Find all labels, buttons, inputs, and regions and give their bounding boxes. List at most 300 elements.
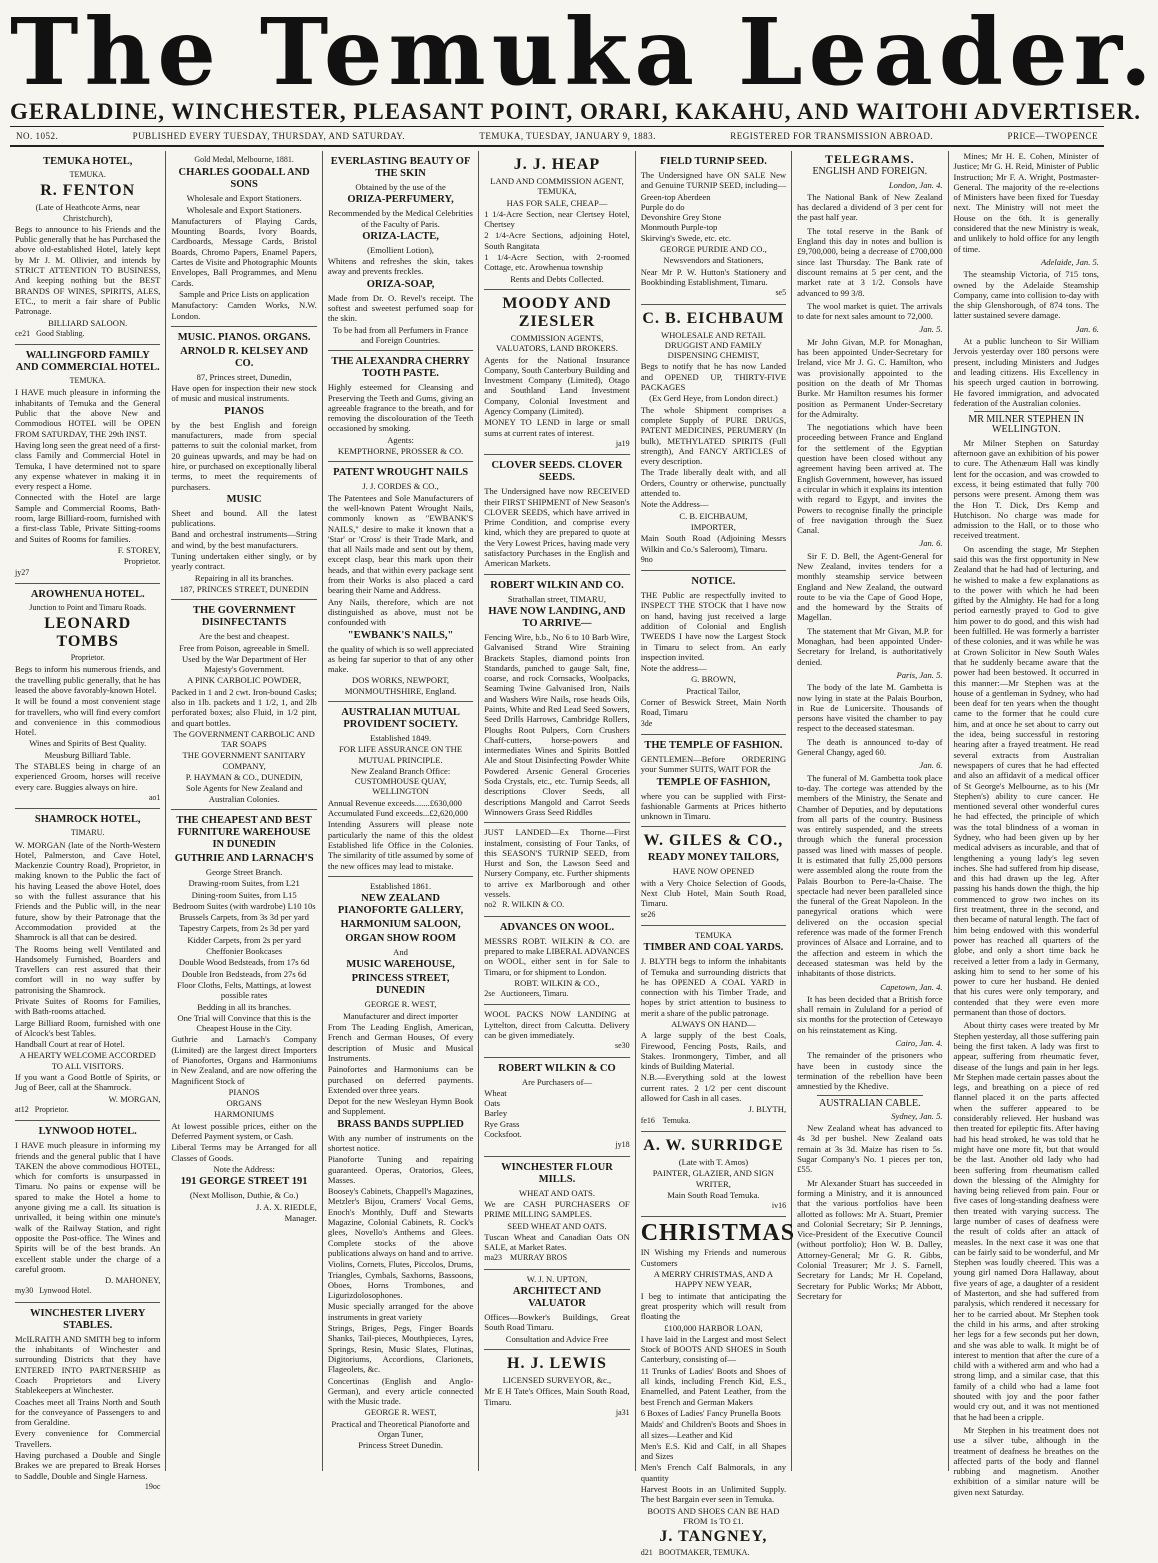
ad-body: Have open for inspection their new stock of music and musical instruments. [171,383,317,404]
registration-note: REGISTERED FOR TRANSMISSION ABROAD. [730,131,934,141]
price-list-item: Kidder Carpets, from 2s per yard [187,934,301,945]
ad-role: Are Purchasers of— [521,1076,593,1087]
list-item: Wheat [484,1087,507,1098]
ad-eichbaum [641,305,786,572]
ad-line: SEED WHEAT AND OATS. [507,1220,607,1231]
ad-signature: J. BLYTH, [748,1104,787,1115]
ad-body: Concertinas (English and Anglo-German), and every article connected with the Music trade. [327,1375,474,1407]
ad-body: by the best English and foreign manufacturers, made from special patterns to suit the colonial market, from 20 guineas upwards, and may be had on hire, or purchased on exceptionally liberal terms, to meet the requirements of purchasers. [171,419,317,492]
ad-body: Pianoforte Tuning and repairing guaranteed. Operas, Oratorios, Glees, Masses. [327,1154,474,1185]
list-item: Barley [484,1108,508,1119]
ad-line: FOR LIFE ASSURANCE ON THE MUTUAL PRINCIPLE. [339,744,463,765]
ad-place: TEMUKA. [69,170,106,179]
news-paragraph: The wool market is quiet. The arrivals to date for next sales amount to 72,000. [797,300,943,322]
cable-list [797,1111,942,1301]
column-3 [323,151,479,1471]
ad-notice-brown [641,571,786,735]
ad-name: ROBERT WILKIN & CO [498,1062,616,1074]
price-list-item: Dining-room Suites, from L15 [191,889,297,900]
ad-heading: ADVANCES ON WOOL. [499,921,615,933]
ad-alexandra [328,351,473,462]
article-body [954,438,1099,1497]
ad-body: Boosey's Cabinets, Chappell's Magazines, Metzler's Bijou, Cramers' Vocal Gems, Enoch's Monthly, Duff and Stewarts Magazine, Colonial Cabinets, R. Cock's glees, Novello's Anthems and Glees. Complete stocks of the above publications always on hand and to arrive. [327,1186,474,1258]
ad-body: Every convenience for Commercial Travellers. [15,1428,161,1449]
ad-upton [484,1270,629,1350]
ad-body: Band and orchestral instruments—String and wind, by the best manufacturers. [171,529,317,550]
ad-heading: CHARLES GOODALL AND SONS [178,167,310,191]
news-paragraph: At a public luncheon to Sir William Jervois yesterday over 180 persons were present, including Ministers and Judges and leading citizens. His Excellency in his speech urged caution in borrowing. He favored immigration, and advocated federation of the Australian colonies. [953,336,1099,408]
ad-heading: CHRISTMAS [640,1220,796,1247]
ad-name: GUTHRIE AND LARNACH'S [174,852,314,864]
news-dateline: Jan. 6. [1075,323,1099,334]
issue-date: TEMUKA, TUESDAY, JANUARY 9, 1883. [479,131,656,141]
ad-line: And [393,947,408,958]
section-subheading: ENGLISH AND FOREIGN. [812,166,928,178]
ad-line: Used by the War Department of Her Majesty's Government. [182,653,307,675]
ad-address: DOS WORKS, NEWPORT, MONMOUTHSHIRE, England. [344,675,457,696]
ad-role: Practical and Theoretical Pianoforte and Organ Tuner, [331,1418,470,1440]
ad-line: (Emollient Lotion), [367,244,434,255]
column-1 [10,151,166,1491]
telegram-list-continued [954,151,1099,408]
ad-heading: PRINCESS STREET, DUNEDIN [351,973,450,997]
ad-role: Newsvendors and Stationers, [663,255,764,266]
ad-ref: ao1 [148,792,161,802]
news-paragraph: The National Bank of New Zealand has declared a dividend of 3 per cent for the past half year. [797,191,943,223]
news-paragraph: The total reserve in the Bank of England this day in notes and bullion is £9,700,000, being a decrease of £700,000 since last Thursday. The Bank rate of discount remains at 5 per cent, and the market rate at 3 1/2. Consols have advanced to 99 3/8. [797,225,943,298]
ad-wool-advances [484,917,629,1006]
column-4 [479,151,635,1471]
ad-role: WHOLESALE AND RETAIL DRUGGIST AND FAMILY DISPENSING CHEMIST, [660,329,766,361]
ad-body: Intending Assurers will please note particularly the name of this the oldest Established life Office in the Colonies. The similarity of title assumed by some of the new offices may lead to mistake. [327,819,474,871]
price-list-item: Cheffonier Bookcases [206,946,283,957]
ad-clover-seeds [484,455,629,574]
ad-ref: jy18 [615,1140,630,1150]
ad-line: KEMPTHORNE, PROSSER & CO. [337,446,464,457]
ad-line: Rents and Debts Collected. [510,273,604,284]
ad-body: Made from Dr. O. Revel's receipt. The softest and sweetest perfumed soap for the skin. [327,292,474,324]
ad-line: HAS FOR SALE, CHEAP— [506,197,608,208]
ad-body: with a Very Choice Selection of Goods, Next Club Hotel, Main South Road, Timaru. [640,877,787,909]
ad-name: H. J. LEWIS [507,1354,607,1372]
ad-line: ORGANS [226,1098,262,1109]
ad-place: TIMARU. [70,828,105,838]
ad-line: BILLIARD SALOON. [48,317,128,328]
ad-ref: ja19 [615,438,630,448]
ad-ref: 19oc [144,1481,161,1491]
ad-line: £100,000 HARBOR LOAN, [664,1322,763,1333]
ad-line: New Zealand Branch Office: CUSTOMHOUSE QUAY, WELLINGTON [350,765,451,797]
ad-heading: THE CHEAPEST AND BEST FURNITURE WAREHOUSE IN DUNEDIN [176,814,312,850]
ad-ref: at12 Proprietor. [15,1104,69,1114]
ad-body: Connected with the Hotel are large Sample and Commercial Rooms, Bath-room, large Billiard-room, furnished with a first-class Table, Private Sitting-rooms and Suites of Rooms for families. [15,492,161,544]
ad-signature: G. BROWN, [691,674,736,685]
ad-line: (Next Mollison, Duthie, & Co.) [189,1190,299,1201]
ad-role: READY MONEY TAILORS, [647,852,779,864]
ad-heading: THE GOVERNMENT DISINFECTANTS [192,605,296,629]
ad-heading: FIELD TURNIP SEED. [659,156,767,167]
ad-body: Strings, Briges, Pegs, Finger Boards Shanks, Tail-pieces, Mouthpieces, Lyres, Springs, Resin, Music Slates, Flutinas, Digitoriums, Accordions, Clarionets, Flageolets, &c. [327,1323,474,1375]
ad-body: 2 1/4-Acre Sections, adjoining Hotel, South Rangitata [484,230,630,251]
ad-timber-coal-yards [641,926,786,1132]
ad-ref: jy27 [15,567,30,577]
ad-heading: THE ALEXANDRA CHERRY TOOTH PASTE. [331,356,470,380]
ad-body: I have laid in the Largest and most Select Stock of BOOTS AND SHOES in South Canterbury, consisting of— [640,1333,787,1365]
list-item: Skirving's Swede, etc. etc. [640,232,732,243]
ad-body: JUST LANDED—Ex Thorne—First instalment, consisting of Four Tanks, of this SEASON'S TURNIP SEED, from Hurst and Son, the Lawson Seed and Nursery Company, etc. Further shipments to arrive ex Marlborough and other vessels. [484,827,630,900]
price-list-item: Floor Cloths, Felts, Mattings, at lowest possible rates [177,979,312,1001]
ad-wilkin [484,575,629,824]
news-dateline: London, Jan. 4. [888,179,943,190]
news-dateline: Jan. 6. [919,760,943,771]
ad-line: Obtained by the use of the [355,182,446,192]
ad-line: One Trial will Convince that this is the Cheapest House in the City. [177,1012,311,1034]
ad-body: At lowest possible prices, either on the Deferred Payment system, or Cash. [171,1120,317,1142]
ad-address: Princess Street Dunedin. [358,1440,443,1451]
ad-line: (Late of Heathcote Arms, near Christchurch), [35,202,140,223]
ad-heading: LYNWOOD HOTEL. [38,1126,137,1138]
ad-heading: THE TEMPLE OF FASHION. [644,739,783,751]
ad-wallingford-hotel [15,345,160,584]
ad-heading: "EWBANK'S NAILS," [347,629,454,641]
ad-body: THE Public are respectfully invited to INSPECT THE STOCK that I have now on hand, having just received a large addition of Colonial and English TWEEDS I have now the Largest Stock in Timaru to select from. An early inspection invited. [640,590,787,662]
ad-heading: PATENT WROUGHT NAILS [333,467,469,479]
article-paragraph: Mr Milner Stephen on Saturday afternoon gave an exhibition of his power to cure. The Athenæum Hall was kindly lent for the occasion, and was crowded to excess, it being estimated that fully 700 persons were present. Among them was the Hon T. Dick, Drs Kemp and Hutchison. No charge was made for admission to the Hall, or to those who received treatment. [953,437,1099,541]
ad-flour-mills [484,1157,629,1270]
ad-heading: TEMPLE OF FASHION, [656,776,771,788]
ad-body: Sheet and bound. All the latest publications. [171,507,317,529]
ad-oriza [328,151,473,351]
ad-body: 11 Trunks of Ladies' Boots and Shoes of all kinds, including French Kid, E.S., Enamelled, and Patent Leather, from the best French and German Makers [640,1365,787,1407]
ad-body: Men's French Calf Balmorals, in any quantity [640,1462,787,1483]
ad-christmas-tangney [640,1217,796,1563]
ad-heading: HAVE NOW LANDING, AND TO ARRIVE— [488,605,626,629]
ad-body: Fencing Wire, b.b., No 6 to 10 Barb Wire, Galvanised Strand Wire Straining Brackets Staples, diamond points Iron Standards, punched to gauge Salt, fine, coarse, and rock Cornsacks, Woolpacks, Seaming Twine Galvanised Iron, Nails and Washers Wire Nails, rose heads Oils, Paints, White and Red Lead Seed Sowers, Seed Drills Harrows, Cambridge Rollers, Ploughs Root Pulpers, Corn Crushers Chaff-cutters, horse-powers and intermediates Wines and Spirits Bottled Ale and Stout Disinfecting Powder White Powdered Arsenic General Groceries Soda Crystals, etc., etc. Turnip Seeds, all descriptions Clover Seeds, all descriptions Mangold and Carrot Seeds Winnowers Grass Seed Riddles [484,631,630,817]
ad-heading: AROWHENUA HOTEL. [30,588,145,600]
news-paragraph: Mr Alexander Stuart has succeeded in forming a Ministry, and it is announced that the various portfolios have been allotted as follows: Mr A. Stuart, Premier and Colonial Secretary; Sir P. Jennings, Vice-President of the Executive Council (without portfolio); Hon W. B. Dalley, Attorney-General; Mr G. R. Gibbs, Colonial Treasurer; Mr J. S. Farnell, Secretary for Lands; Mr H. Copeland, Secretary for Public Works; Mr Abbott, Secretary for [797,1177,943,1301]
news-dateline: Sydney, Jan. 5. [891,1110,943,1121]
ad-goodall [171,151,316,327]
ad-address: Strathallan street, TIMARU, [507,593,607,604]
ad-turnip-seed [641,151,786,305]
ad-address: 187, PRINCES STREET, DUNEDIN [179,583,309,594]
ad-signature: W. MORGAN, [108,1093,161,1104]
ad-body: I HAVE much pleasure in informing my friends and the general public that I have TAKEN the above commodious HOTEL, which for comforts is unsurpassed in Timaru. No pains or expense will be spared to make the Hotel a home to anyone giving me a call. Its situation is unrivalled, it being within one minute's walk of the Railway Station, and right opposite the Post-office. The Wines and Spirits will be of the best brands. An excellent stable under the charge of a careful groom. [15,1140,161,1274]
ad-line: Agents: [387,434,414,445]
news-dateline: Adelaide, Jan. 5. [1040,256,1099,267]
dateline [10,126,1104,147]
ad-body: Whitens and refreshes the skin, takes away and prevents freckles. [327,256,474,277]
ad-line: Meusburg Billiard Table. [44,749,131,760]
ad-body: W. MORGAN (late of the North-Western Hotel, Palmerston, and Cave Hotel, Mackenzie Country Road), Proprietor, in making known to the Public the fact of his having Leased the above Hotel, does so with the fullest assurance that his Friends and the Public will, in the near future, show by their Patronage that the Accommodation provided at the Shamrock is all that can be desired. [15,839,161,943]
ad-body: 1 1/4-Acre Section, with 2-roomed Cottage, etc. Arowhenua township [484,252,630,273]
ad-body: Agents for the National Insurance Company, South Canterbury Building and Investment Company (Limited), Otago and Southland Land Investment Company, Colonial Investment and Agency Company (Limited). [484,354,630,417]
ad-signature: D. MAHONEY, [104,1275,161,1286]
ad-body: Handball Court at rear of Hotel. [15,1039,125,1050]
news-paragraph: It has been decided that a British force shall remain in Zululand for a period of six months for the protection of Cetewayo on his reinstatement as King. [797,993,943,1035]
ad-name: A. W. SURRIDGE [643,1136,784,1154]
ad-line: Wholesale and Export Stationers. [186,204,302,215]
ad-line: 87, Princes street, Dunedin, [196,371,292,382]
ad-ref: d21 BOOTMAKER, TEMUKA. [640,1548,750,1558]
column-7-news [949,151,1104,1497]
ad-body: The Undersigned have now RECEIVED their FIRST SHIPMENT of New Season's CLOVER SEEDS, which have arrived in Prime Condition, and comprise every kind, which they are prepared to quote at the Very Lowest Prices, having made very satisfactory Purchases in the English and American Markets. [484,486,630,569]
ad-ref: 3de [640,718,653,728]
news-dateline: Jan. 5. [919,324,943,335]
ad-ref: no2 R. WILKIN & CO. [484,900,565,910]
ad-line: Note the Address— [640,499,709,510]
ad-name: J. J. HEAP [513,156,601,173]
ad-role: LAND AND COMMISSION AGENT, TEMUKA, [490,176,624,197]
ad-body: Begs to announce to his Friends and the Public generally that he has Purchased the above old-established Hotel, lately kept by Mr J. M. Ollivier, and intends by STRICT ATTENTION TO BUSINESS, And keeping nothing but the BEST BRANDS OF WINES, SPIRITS, ALES, ETC., to merit a fair share of Public Patronage. [15,223,161,317]
ad-heading: ORGAN SHOW ROOM [345,933,456,945]
ad-name: R. FENTON [40,182,136,200]
ad-body: WOOL PACKS NOW LANDING at Lyttelton, direct from Calcutta. Delivery can be given immediately. [484,1009,630,1040]
ad-line: (Late with T. Amos) [678,1156,749,1167]
ad-line: To be had from all Perfumers in France and Foreign Countries. [332,324,469,345]
news-paragraph: Mines; Mr H. E. Cohen, Minister of Justice; Mr G. H. Reid, Minister of Public Instruction; Mr F. A. Wright, Postmaster-General. The majority of the re-elections of Ministers have been fixed for Tuesday next. The Ministry will not meet the House on the 6th. It is generally considered that the new Ministry is weak, and unlikely to hold office for any length of time. [953,151,1099,254]
list-item: Rye Grass [484,1118,520,1129]
ad-line: Gold Medal, Melbourne, 1881. [194,155,294,164]
price-list-item: Bedding in all its branches. [197,1001,292,1012]
ad-ref: 9no [640,554,653,564]
ad-kelsey [171,327,316,600]
ad-heap [484,151,629,290]
ad-just-landed [484,823,629,916]
ad-body: Coaches meet all Trains North and South for the conveyance of Passengers to and from Geraldine. [15,1396,161,1428]
ad-body: Having purchased a Double and Single Brakes we are prepared to Break Horses to Saddle, Double and Single Harness. [15,1449,161,1481]
ad-line: ALWAYS ON HAND— [671,1019,756,1029]
ad-line: A PINK CARBOLIC POWDER, [187,675,302,686]
ad-lynwood-hotel [15,1121,160,1302]
ad-role: Practical Tailor, [686,685,741,696]
ad-purchasers [484,1058,629,1157]
ad-body: The STABLES being in charge of an experienced Groom, horses will receive every care. Buggies always on hire. [15,761,161,792]
ad-body: N.B.—Everything sold at the lowest current rates. 2 1/2 per cent discount allowed for Cash in all cases. [640,1072,787,1104]
ad-place: TEMUKA. [69,376,106,386]
article-paragraph: Mr Stephen in his treatment does not use a silver tube, although in the treatment of deafness he breathes on the affected parts of the body and flannel rubbing and magnetism. Another exhibition of a similar nature will be given next Saturday. [953,1424,1099,1497]
ad-ref: 2se Auctioneers, Timaru. [484,989,569,999]
ad-body: Mr E H Tate's Offices, Main South Road, Timaru. [484,1386,630,1407]
list-item: Green-top Aberdeen [640,191,711,202]
ad-body: Tuning undertaken either singly, or by yearly contract. [171,551,317,572]
ad-heading: NEW ZEALAND PIANOFORTE GALLERY, [337,893,464,917]
news-dateline: Paris, Jan. 5. [896,669,943,680]
masthead-subtitle: GERALDINE, WINCHESTER, PLEASANT POINT, ORARI, KAKAHU, AND WAITOHI ADVERTISER. [10,99,1142,124]
ad-body: Large Billiard Room, furnished with one of Alcock's best Tables. [15,1017,161,1038]
ad-line: Note the address— [640,663,707,674]
ad-line: Repairing in all its branches. [194,572,294,583]
ad-ref: se30 [615,1041,630,1051]
ad-signature: GEORGE PURDIE AND CO., [660,244,767,255]
ad-line: Sample and Price Lists on application [179,288,310,299]
ad-heading: HARMONIUM SALOON, [340,919,461,931]
ad-signature: J. A. X. RIEDLE, [255,1201,317,1212]
ad-body: Manufacturers of Playing Cards, Mounting Boards, Ivory Boards, Cardboards, Message Cards, Bristol Boards, Chromo Papers, Enamel Papers, Cartes de Visite and Photographic Mounts Envelopes, Ball Programmes, and Menu Cards. [171,215,317,288]
news-paragraph: The body of the late M. Gambetta is now lying in state at the Palais Bourbon, in Rue de Lunicersite. Thousands of persons have visited the chamber to pay respect to the deceased statesman. [797,682,943,734]
ad-line: Free from Poison, agreeable in Smell. [179,642,310,653]
ad-role: COMMISSION AGENTS, VALUATORS, LAND BROKERS. [496,332,618,354]
ad-body: Having long seen the great need of a first-class Family and Commercial Hotel in Temuka, I have determined not to spare any expense whatever in making it in every respect a Home. [15,439,161,492]
ad-line: A HEARTY WELCOME ACCORDED TO ALL VISITORS. [19,1050,156,1071]
ad-heading: PIANOS [224,405,264,417]
list-item: Cocksfoot. [484,1129,522,1140]
ad-body: Maids' and Children's Boots and Shoes in all sizes—Leather and Kid [640,1419,787,1440]
news-paragraph: The negotiations which have been proceeding between France and England for the settlement of the Egyptian question have been closed without any agreement having been arrived at. The English Government, however, has issued a circular in which it explains its intention with regard to Egypt, and invites the Powers to recognise finally the principle of free navigation through the Suez Canal. [797,422,943,536]
ad-signature: C. B. EICHBAUM, [679,510,748,521]
article-heading: MR MILNER STEPHEN IN WELLINGTON. [968,414,1085,436]
ad-body: IN Wishing my Friends and numerous Customers [640,1247,787,1268]
ad-body: Liberal Terms may be Arranged for all Classes of Goods. [171,1142,317,1163]
ad-shamrock-hotel [15,809,160,1121]
ad-body: Begs to notify that he has now Landed and OPENED UP, THIRTY-FIVE PACKAGES [640,361,787,393]
ad-line: TEMUKA [695,929,732,940]
news-dateline: Capetown, Jan. 4. [880,981,943,992]
ad-line: George Street Branch. [205,866,283,877]
list-item: Purple do do [640,201,685,212]
ad-body: Painofortes and Harmoniums can be purchased on deferred payments. Extended over three years. [327,1064,474,1095]
ad-body: 6 Boxes of Ladies' Fancy Prunella Boots [640,1407,781,1418]
ad-body: Tuscan Wheat and Canadian Oats ON SALE, at Market Rates. [484,1231,630,1253]
ad-name: W. J. N. UPTON, [526,1273,588,1284]
ad-line: The GOVERNMENT CARBOLIC AND TAR SOAPS [173,728,315,750]
ad-giles [641,827,786,925]
ad-disinfectants [171,600,316,810]
ad-heading: ORIZA-LACTE, [362,230,439,242]
ad-signature: ROBT. WILKIN & CO., [514,977,600,988]
ad-heading: SHAMROCK HOTEL, [34,814,141,826]
ad-line: PIANOS [228,1086,260,1097]
ad-body: MESSRS ROBT. WILKIN & CO. are prepared to make LIBERAL ADVANCES on WOOL, either sent in for Sale to Timaru, or for shipment to London. [484,935,630,977]
ad-heading: WINCHESTER FLOUR MILLS. [501,1161,613,1185]
ad-body: the quality of which is so well appreciated as being far superior to that of any other make. [327,643,474,675]
ad-guthrie-larnach [171,810,316,1228]
ad-body: Any Nails, therefore, which are not distinguished as above, must not be confounded with [327,596,474,628]
ad-body: Men's E.S. Kid and Calf, in all Shapes and Sizes [640,1440,787,1462]
ad-heading: WALLINGFORD FAMILY AND COMMERCIAL HOTEL. [15,350,160,374]
ad-heading: BRASS BANDS SUPPLIED [337,1118,464,1130]
ad-body: If you want a Good Bottle of Spirits, or Jug of Beer, call at the Shamrock. [15,1072,161,1093]
news-dateline: Jan. 6. [919,538,943,549]
news-paragraph: Mr John Givan, M.P. for Monaghan, has been appointed Under-Secretary for Ireland, vice Mr J. G. C. Hamilton, who was provisionally appointed to the position on the death of Mr Thomas Burke. Mr Hamilton resumes his former position as Permanent Under-Secretary for the Admiralty. [797,336,943,419]
ad-line: P. HAYMAN & CO., DUNEDIN, [185,772,303,783]
price-list-item: Double Iron Bedsteads, from 27s 6d [181,968,307,979]
ad-ref: iv16 [771,1201,787,1211]
ad-address: 191 GEORGE STREET 191 [180,1176,308,1188]
ad-role: LICENSED SURVEYOR, &c., [502,1374,612,1385]
columns [10,151,1104,1558]
ad-heading: NOTICE. [691,576,736,588]
ad-ref: ma23 MURRAY BROS [484,1253,568,1263]
ad-moody-ziesler [484,290,629,455]
ad-body: Depot for the new Wesleyan Hymn Book and Supplement. [327,1096,474,1117]
price-list-item: Bedroom Suites (with wardrobe) L10 10s [172,900,316,911]
price-list-item: Tapestry Carpets, from 2s 3d per yard [179,923,310,934]
ad-body: Begs to inform his numerous friends, and the travelling public generally, that he has leased the above favorably-known Hotel. [15,664,161,695]
column-6-telegrams [792,151,948,1471]
ad-body: Harvest Boots in an Unlimited Supply. The best Bargain ever seen in Temuka. [640,1483,787,1505]
ad-role: PAINTER, GLAZIER, AND SIGN WRITER, [652,1168,774,1189]
ad-heading: WINCHESTER LIVERY STABLES. [29,1307,146,1331]
ad-winchester-livery [15,1303,160,1497]
ad-body: Main South Road (Adjoining Messrs Wilkin and Co.'s Saleroom), Timaru. [640,533,787,554]
section-subheading: AUSTRALIAN CABLE. [818,1097,921,1109]
ad-temuka-hotel [15,151,160,345]
ad-line: Consultation and Advice Free [505,1333,609,1344]
ad-heading: TEMUKA HOTEL, [43,156,133,167]
ad-body: MONEY TO LEND in large or small sums at current rates of interest. [484,417,630,438]
news-dateline: Cairo, Jan. 4. [895,1038,943,1049]
ad-line: Established 1861. [370,880,432,891]
column-2 [166,151,322,1471]
ad-body: 1 1/4-Acre Section, near Clertsey Hotel, Chertsey [484,208,630,230]
ad-ref: ja31 [615,1407,630,1417]
ad-body: Private Suites of Rooms for Families, with Bath-rooms attached. [15,996,161,1017]
ad-surridge [641,1132,786,1217]
ad-body: Packed in 1 and 2 cwt. Iron-bound Casks; also in 1lb. packets and 1 1/2, 1, and 2lb perforated boxes; also Fluid, in 1/2 pint, and quart bottles. [171,686,317,728]
ad-lewis [484,1350,629,1423]
ad-arowhenua-hotel [15,584,160,809]
ad-heading: TIMBER AND COAL YARDS. [643,942,784,954]
issue-number: NO. 1052. [16,131,59,141]
section-heading: TELEGRAMS. [824,152,915,166]
ad-name: ARNOLD R. KELSEY AND CO. [180,345,309,369]
ad-line: Accumulated Fund exceeds...£2,620,000 [327,808,468,819]
price: PRICE—TWOPENCE [1007,131,1098,141]
ad-line: Sole Agents for New Zealand and Australian Colonies. [186,783,303,804]
ad-role: ARCHITECT AND VALUATOR [512,1286,602,1310]
ad-ref: se26 [640,909,656,919]
ad-amp-society [328,702,473,877]
ad-line: HARMONIUMS [214,1109,274,1120]
ad-ref: se5 [775,288,787,298]
ad-name: J. TANGNEY, [659,1528,768,1546]
news-paragraph: The funeral of M. Gambetta took place to-day. The cortege was attended by the members of the Ministry, the Senate and Chamber of Deputies, and by deputations from all parts of the country. Business was entirely suspended, and the streets through which the funeral procession passed was lined with masses of people. It is estimated that fully 25,000 persons were assembled along the route from the Palais Bourbon to Pere-la-Chaise. The spectacle had never been paralleled since the funeral of the Great Napoleon. In the panegyrical orations which were delivered on the occasion special reference was made of the former French provinces of Alsace and Lorraine, and to the affection and esteem in which the deceased statesman was held by the inhabitants of those districts. [797,772,943,979]
divider [817,1095,922,1096]
ad-place: Junction to Point and Timaru Roads. [29,602,147,612]
ad-heading: EVERLASTING BEAUTY OF THE SKIN [330,156,471,179]
list-item: Monmouth Purple-top [640,222,718,233]
ad-body: Highly esteemed for Cleansing and Preserving the Teeth and Gums, giving an agreeable fragrance to the breath, and for removing the discolouration of the Teeth occasioned by smoking. [327,382,474,434]
price-list-item: Drawing-room Suites, from L21 [188,878,300,889]
ad-west-piano [328,877,473,1456]
ad-heading: ORIZA-SOAP, [366,278,435,290]
ad-line: Recommended by the Medical Celebrities of the Faculty of Paris. [328,208,473,229]
masthead-title: The Temuka Leader. [10,0,1158,106]
ad-body: The Rooms being well Ventilated and Handsomely Furnished, Boarders and Travellers can rest assured that their comfort will in no way suffer by patronising the Shamrock. [15,943,161,995]
ad-role: Manufacturer and direct importer [343,1010,458,1021]
column-5 [636,151,796,1558]
price-list-item: Double Wood Bedsteads, from 17s 6d [178,957,310,968]
ad-name: GEORGE R. WEST, [364,999,437,1010]
masthead [10,0,1158,124]
ad-heading: CLOVER SEEDS. CLOVER SEEDS. [491,460,623,484]
ad-role: Manager. [284,1212,317,1223]
ad-body: The Trade liberally dealt with, and all Orders, Country or otherwise, punctually attended to. [640,467,787,499]
ad-wool-packs [484,1005,629,1057]
ad-body: Guthrie and Larnach's Company (Limited) are the largest direct Importers of Pianofortes, Organs and Harmoniums in New Zealand, and are now offering the Magnificent Stock of [171,1034,317,1086]
ad-address: Main South Road Temuka. [667,1189,760,1200]
ad-ref: my30 Lynwood Hotel. [15,1286,92,1296]
ad-body: We are CASH PURCHASERS OF PRIME MILLING SAMPLES. [484,1198,630,1220]
list-item: Oats [484,1098,501,1109]
ad-line: THE GOVERNMENT SANITARY COMPANY, [182,750,306,771]
ad-line: HAVE NOW OPENED [672,866,755,877]
ad-body: It will be found a most convenient stage for travellers, who will find every comfort and convenience in this commodious Hotel. [15,696,161,738]
news-paragraph: Sir F. D. Bell, the Agent-General for New Zealand, invites tenders for a monthly steamship service between England and New Zealand, the outward route to be via the Cape of Good Hope, and the homeward by the Straits of Magellan. [797,550,943,623]
news-paragraph: New Zealand wheat has advanced to 4s 3d per bushel. New Zealand oats remain at 3s 3d. Maize has risen to 5s. Sugar Company's No. 1 pieces per ton, £55. [797,1123,943,1175]
ad-body: With any number of instruments on the shortest notice. [327,1132,474,1153]
